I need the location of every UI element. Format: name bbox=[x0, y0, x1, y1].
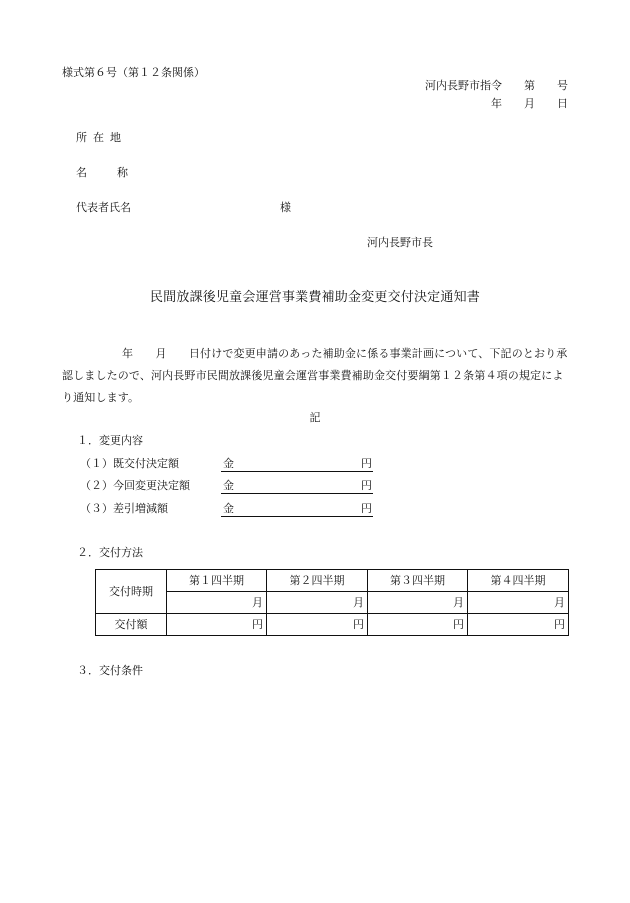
payment-timing-header: 交付時期 bbox=[96, 570, 167, 614]
recipient-honorific: 様 bbox=[280, 201, 291, 214]
table-row bbox=[96, 570, 569, 592]
table-row bbox=[96, 592, 569, 614]
amount-cell[interactable]: 円 bbox=[368, 614, 468, 636]
recipient-representative-label: 代表者氏名 bbox=[76, 201, 131, 214]
amount-row-label: （３）差引増減額 bbox=[80, 502, 168, 515]
amount-prefix: 金 bbox=[223, 502, 234, 515]
month-cell[interactable]: 月 bbox=[368, 592, 468, 614]
amount-field[interactable] bbox=[221, 502, 373, 517]
table-row bbox=[96, 614, 569, 636]
recipient-name-label: 名称 bbox=[76, 166, 158, 179]
quarter-header: 第２四半期 bbox=[267, 570, 368, 592]
form-number: 様式第６号（第１２条関係） bbox=[62, 66, 205, 79]
section-conditions-heading: ３．交付条件 bbox=[77, 664, 143, 677]
issuer-name: 河内長野市長 bbox=[367, 236, 433, 249]
amount-field[interactable] bbox=[221, 457, 373, 472]
issue-number: 河内長野市指令 第 号 bbox=[425, 79, 568, 92]
section-payment-method-heading: ２．交付方法 bbox=[77, 546, 143, 559]
document-title: 民間放課後児童会運営事業費補助金変更交付決定通知書 bbox=[149, 290, 480, 305]
section-change-details-heading: １．変更内容 bbox=[77, 434, 143, 447]
issue-date: 年 月 日 bbox=[491, 97, 568, 110]
recipient-address-label: 所在地 bbox=[76, 131, 127, 144]
amount-suffix: 円 bbox=[361, 502, 372, 515]
quarter-header: 第１四半期 bbox=[167, 570, 267, 592]
payment-amount-header: 交付額 bbox=[96, 614, 167, 636]
month-cell[interactable]: 月 bbox=[468, 592, 569, 614]
amount-cell[interactable]: 円 bbox=[167, 614, 267, 636]
quarter-header: 第３四半期 bbox=[368, 570, 468, 592]
amount-field[interactable] bbox=[221, 479, 373, 494]
amount-prefix: 金 bbox=[223, 457, 234, 470]
amount-row-label: （１）既交付決定額 bbox=[80, 457, 179, 470]
amount-row-label: （２）今回変更決定額 bbox=[80, 479, 190, 492]
amount-prefix: 金 bbox=[223, 479, 234, 492]
amount-suffix: 円 bbox=[361, 479, 372, 492]
amount-cell[interactable]: 円 bbox=[267, 614, 368, 636]
month-cell[interactable]: 月 bbox=[167, 592, 267, 614]
quarter-header: 第４四半期 bbox=[468, 570, 569, 592]
amount-suffix: 円 bbox=[361, 457, 372, 470]
amount-cell[interactable]: 円 bbox=[468, 614, 569, 636]
month-cell[interactable]: 月 bbox=[267, 592, 368, 614]
ki-marker: 記 bbox=[309, 411, 321, 424]
payment-schedule-table bbox=[95, 569, 569, 636]
body-paragraph: 年 月 日付けで変更申請のあった補助金に係る事業計画について、下記のとおり承認しましたので、河内長野市民間放課後児童会運営事業費補助金交付要綱第１２条第４項の規定により通知します。 bbox=[62, 347, 568, 404]
